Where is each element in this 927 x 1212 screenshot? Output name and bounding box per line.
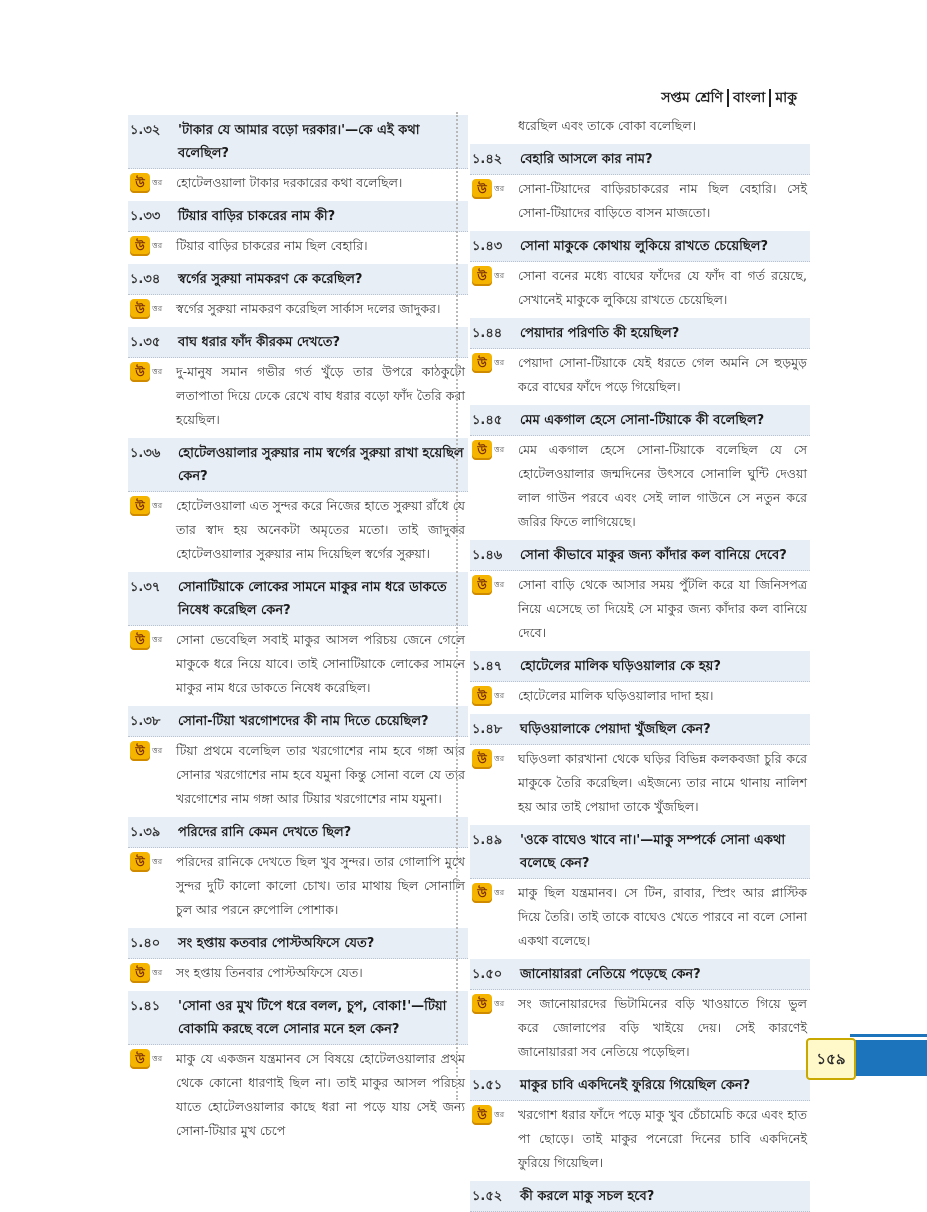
question-number: ১.৩৭ (130, 580, 161, 595)
answer-row (470, 571, 810, 648)
answer-badge-suffix: ত্তর (494, 358, 505, 367)
answer-badge-suffix: ত্তর (152, 304, 163, 313)
answer-row (128, 232, 468, 261)
answer-badge-icon (128, 297, 176, 319)
question-text: 'টাকার যে আমার বড়ো দরকার।'—কে এই কথা বলেছিল? (178, 123, 420, 161)
question-number: ১.৩২ (130, 123, 161, 138)
question-text: সং হপ্তায় কতবার পোস্টঅফিসে যেত? (178, 936, 375, 951)
answer-text: সোনা-টিয়াদের বাড়িরচাকরের নাম ছিল বেহারি। সেই সোনা-টিয়াদের বাড়িতে বাসন মাজতো। (518, 181, 807, 220)
question-number: ১.৫২ (472, 1189, 503, 1204)
header-grade: সপ্তম শ্রেণি (661, 90, 723, 106)
question-text: 'সোনা ওর মুখ টিপে ধরে বলল, চুপ, বোকা!'—টিয়া বোকামি করছে বলে সোনার মনে হল কেন? (178, 999, 447, 1037)
qa-item (470, 651, 810, 711)
answer-row (128, 358, 468, 435)
answer-row (128, 295, 468, 324)
answer-badge-suffix: ত্তর (494, 754, 505, 763)
answer-badge-letter: উ (472, 994, 492, 1014)
answer-badge-suffix: ত্তর (494, 445, 505, 454)
question-text: স্বর্গের সুরুয়া নামকরণ কে করেছিল? (178, 272, 363, 287)
answer-badge-suffix: ত্তর (494, 580, 505, 589)
answer-row (470, 175, 810, 228)
question-row (128, 706, 468, 737)
answer-row (470, 1101, 810, 1178)
question-text: টিয়ার বাড়ির চাকরের নাম কী? (178, 209, 336, 224)
answer-badge-suffix: ত্তর (494, 1110, 505, 1119)
answer-badge-letter: উ (472, 575, 492, 595)
page-number-bar (850, 1040, 927, 1076)
answer-text: সং জানোয়ারদের ভিটামিনের বড়ি খাওয়াতে গিয়ে ভুল করে জোলাপের বড়ি খাইয়ে দেয়। সেই কারণেই জানোয়াররা সব নেতিয়ে পড়েছিল। (518, 996, 807, 1059)
answer-badge-icon (128, 1047, 176, 1069)
answer-badge-spacer (470, 114, 518, 136)
question-number: ১.৪২ (472, 152, 503, 167)
answer-badge-suffix: ত্তর (152, 178, 163, 187)
qa-item (128, 201, 468, 261)
answer-badge-icon (470, 1103, 518, 1125)
answer-badge-suffix: ত্তর (152, 746, 163, 755)
question-number: ১.৪৫ (472, 413, 503, 428)
answer-badge-letter: উ (130, 630, 150, 650)
header-chapter: মাকু (775, 90, 797, 106)
qa-item (128, 264, 468, 324)
question-number: ১.৩৪ (130, 272, 161, 287)
qa-item (470, 318, 810, 402)
answer-text: সোনা ভেবেছিল সবাই মাকুর আসল পরিচয় জেনে গেলে মাকুকে ধরে নিয়ে যাবে। তাই সোনাটিয়াকে লোকের সামনে মাকুর নাম ধরে ডাকতে নিষেধ করেছিল। (176, 632, 465, 695)
question-row (470, 959, 810, 990)
answer-badge-icon (470, 881, 518, 903)
qa-item (128, 817, 468, 925)
question-text: মাকুর চাবি একদিনেই ফুরিয়ে গিয়েছিল কেন? (520, 1078, 751, 1093)
answer-text: মেম একগাল হেসে সোনা-টিয়াকে বলেছিল যে সে হোটেলওয়ালার জন্মদিনের উৎসবে সোনালি ঘুন্টি দেওয়া লাল গাউন পরবে এবং সেই লাল গাউনে সে নতুন করে জরির ফিতে লাগিয়েছে। (518, 442, 807, 529)
answer-badge-letter: উ (130, 963, 150, 983)
answer-badge-letter: উ (130, 741, 150, 761)
answer-badge-suffix: ত্তর (494, 184, 505, 193)
question-row (470, 651, 810, 682)
qa-item (470, 231, 810, 315)
question-text: ঘড়িওয়ালাকে পেয়াদা খুঁজছিল কেন? (520, 722, 711, 737)
question-number: ১.৪৪ (472, 326, 503, 341)
answer-text: দু-মানুষ সমান গভীর গর্ত খুঁড়ে তার উপরে কাঠকুটো লতাপাতা দিয়ে ঢেকে রেখে বাঘ ধরার বড়ো ফাঁদ তৈরি করা হয়েছিল। (176, 364, 465, 427)
answer-text: সোনা বাড়ি থেকে আসার সময় পুঁটলি করে যা জিনিসপত্র নিয়ে এসেছে তা দিয়েই সে মাকুর জন্য কাঁদার কল বানিয়ে দেবে। (518, 577, 807, 640)
answer-text: হোটেলওয়ালা এত সুন্দর করে নিজের হাতে সুরুয়া রাঁধে যে তার স্বাদ হয় অনেকটা অমৃতের মতো। তাই জাদুকর হোটেলওয়ালার সুরুয়ার নাম দিয়েছিল স্বর্গের সুরুয়া। (176, 498, 465, 561)
answer-badge-letter: উ (472, 883, 492, 903)
question-text: সোনা কীভাবে মাকুর জন্য কাঁদার কল বানিয়ে দেবে? (520, 548, 787, 563)
question-number: ১.৩৯ (130, 825, 161, 840)
question-number: ১.৩৮ (130, 714, 161, 729)
answer-badge-suffix: ত্তর (494, 691, 505, 700)
page-number: ১৫৯ (806, 1038, 856, 1080)
question-row (128, 115, 468, 169)
answer-continuation (470, 112, 810, 141)
answer-row (128, 959, 468, 988)
question-row (470, 1070, 810, 1101)
question-number: ১.৪৯ (472, 833, 503, 848)
question-text: জানোয়াররা নেতিয়ে পড়েছে কেন? (520, 967, 701, 982)
question-row (470, 825, 810, 879)
answer-badge-suffix: ত্তর (494, 999, 505, 1008)
question-number: ১.৪৬ (472, 548, 503, 563)
qa-item (470, 825, 810, 956)
answer-badge-suffix: ত্তর (152, 367, 163, 376)
question-row (128, 928, 468, 959)
header-subject: বাংলা (732, 90, 766, 106)
question-number: ১.৪৩ (472, 239, 503, 254)
qa-item (470, 405, 810, 537)
question-row (470, 1181, 810, 1212)
question-row (128, 991, 468, 1045)
answer-badge-icon (128, 494, 176, 516)
right-items (470, 144, 810, 1212)
answer-badge-icon (470, 351, 518, 373)
answer-text: ঘড়িওলা কারখানা থেকে ঘড়ির বিভিন্ন কলকবজা চুরি করে মাকুকে তৈরি করেছিল। এইজন্যে তার নামে থানায় নালিশ হয় আর তাই পেয়াদা তাকে খুঁজছিল। (518, 751, 807, 814)
answer-badge-icon (128, 628, 176, 650)
answer-badge-suffix: ত্তর (494, 271, 505, 280)
answer-text: পেয়াদা সোনা-টিয়াকে যেই ধরতে গেল অমনি সে হুড়মুড় করে বাঘের ফাঁদে পড়ে গিয়েছিল। (518, 355, 807, 394)
running-header (661, 86, 797, 110)
answer-badge-icon (470, 264, 518, 286)
answer-badge-letter: উ (130, 173, 150, 193)
answer-row (470, 349, 810, 402)
header-separator (727, 89, 729, 107)
answer-badge-suffix: ত্তর (152, 857, 163, 866)
question-text: সোনাটিয়াকে লোকের সামনে মাকুর নাম ধরে ডাকতে নিষেধ করেছিল কেন? (178, 580, 447, 618)
answer-row (470, 682, 810, 711)
answer-badge-icon (128, 850, 176, 872)
question-text: মেম একগাল হেসে সোনা-টিয়াকে কী বলেছিল? (520, 413, 765, 428)
answer-badge-icon (128, 961, 176, 983)
answer-row (470, 436, 810, 537)
answer-row (470, 262, 810, 315)
answer-badge-icon (128, 360, 176, 382)
answer-row (470, 745, 810, 822)
left-column (128, 112, 468, 1146)
question-text: কী করলে মাকু সচল হবে? (520, 1189, 655, 1204)
answer-text: সোনা বনের মধ্যে বাঘের ফাঁদের যে ফাঁদ বা গর্ত রয়েছে, সেখানেই মাকুকে লুকিয়ে রাখতে চেয়েছিল। (518, 268, 807, 307)
question-row (470, 144, 810, 175)
question-number: ১.৪৭ (472, 659, 503, 674)
question-number: ১.৫০ (472, 967, 503, 982)
question-text: সোনা মাকুকে কোথায় লুকিয়ে রাখতে চেয়েছিল? (520, 239, 768, 254)
question-row (128, 327, 468, 358)
question-text: বেহারি আসলে কার নাম? (520, 152, 653, 167)
answer-badge-icon (470, 992, 518, 1014)
answer-badge-icon (128, 234, 176, 256)
answer-badge-letter: উ (472, 353, 492, 373)
question-row (470, 318, 810, 349)
question-number: ১.৫১ (472, 1078, 503, 1093)
answer-text: খরগোশ ধরার ফাঁদে পড়ে মাকু খুব চেঁচামেচি করে এবং হাত পা ছোড়ে। তাই মাকুর পনেরো দিনের চাবি একদিনেই ফুরিয়ে গিয়েছিল। (518, 1107, 807, 1170)
header-separator (769, 89, 771, 107)
answer-badge-letter: উ (472, 749, 492, 769)
qa-item (128, 991, 468, 1146)
question-row (128, 201, 468, 232)
question-number: ১.৪৮ (472, 722, 503, 737)
answer-badge-letter: উ (130, 362, 150, 382)
answer-badge-icon (470, 177, 518, 199)
answer-badge-letter: উ (130, 496, 150, 516)
answer-badge-suffix: ত্তর (494, 888, 505, 897)
question-row (128, 438, 468, 492)
qa-item (470, 540, 810, 648)
answer-badge-suffix: ত্তর (152, 635, 163, 644)
column-divider (456, 112, 458, 1100)
question-text: 'ওকে বাঘেও খাবে না।'—মাকু সম্পর্কে সোনা একথা বলেছে কেন? (520, 833, 786, 871)
answer-badge-icon (470, 684, 518, 706)
answer-badge-letter: উ (472, 266, 492, 286)
question-number: ১.৩৬ (130, 446, 161, 461)
question-number: ১.৪১ (130, 999, 161, 1014)
question-row (470, 231, 810, 262)
answer-row (128, 626, 468, 703)
qa-item (128, 706, 468, 814)
right-column (470, 112, 810, 1212)
answer-text: সং হপ্তায় তিনবার পোস্টঅফিসে যেত। (176, 965, 363, 980)
qa-item (470, 714, 810, 822)
qa-item (128, 572, 468, 703)
answer-badge-letter: উ (472, 686, 492, 706)
qa-item (470, 1070, 810, 1178)
answer-text: টিয়া প্রথমে বলেছিল তার খরগোশের নাম হবে গঙ্গা আর সোনার খরগোশের নাম হবে যমুনা কিন্তু সোনা বলে যে তার খরগোশের নাম গঙ্গা আর টিয়ার খরগোশের নাম যমুনা। (176, 743, 465, 806)
answer-badge-suffix: ত্তর (152, 501, 163, 510)
answer-badge-letter: উ (472, 440, 492, 460)
question-text: পরিদের রানি কেমন দেখতে ছিল? (178, 825, 352, 840)
answer-text: মাকু ছিল যন্ত্রমানব। সে টিন, রাবার, স্প্রিং আর প্লাস্টিক দিয়ে তৈরি। তাই তাকে বাঘেও খেতে পারবে না বলে সোনা একথা বলেছে। (518, 885, 807, 948)
question-row (470, 405, 810, 436)
answer-row (128, 737, 468, 814)
answer-badge-icon (128, 171, 176, 193)
question-row (470, 714, 810, 745)
question-text: পেয়াদার পরিণতি কী হয়েছিল? (520, 326, 680, 341)
answer-text: হোটেলের মালিক ঘড়িওয়ালার দাদা হয়। (518, 688, 714, 703)
question-text: হোটেলওয়ালার সুরুয়ার নাম স্বর্গের সুরুয়া রাখা হয়েছিল কেন? (178, 446, 464, 484)
question-row (128, 817, 468, 848)
answer-badge-letter: উ (472, 179, 492, 199)
qa-item (128, 928, 468, 988)
answer-row (128, 1045, 468, 1146)
answer-text: টিয়ার বাড়ির চাকরের নাম ছিল বেহারি। (176, 238, 368, 253)
qa-item (470, 959, 810, 1067)
qa-item (128, 115, 468, 198)
answer-badge-icon (128, 739, 176, 761)
qa-item (470, 1181, 810, 1212)
answer-badge-suffix: ত্তর (152, 241, 163, 250)
answer-badge-icon (470, 438, 518, 460)
answer-row (470, 879, 810, 956)
answer-badge-icon (470, 573, 518, 595)
question-text: বাঘ ধরার ফাঁদ কীরকম দেখতে? (178, 335, 341, 350)
answer-badge-letter: উ (130, 236, 150, 256)
answer-badge-suffix: ত্তর (152, 968, 163, 977)
question-row (470, 540, 810, 571)
answer-badge-letter: উ (130, 299, 150, 319)
question-text: সোনা-টিয়া খরগোশদের কী নাম দিতে চেয়েছিল? (178, 714, 429, 729)
answer-badge-letter: উ (130, 852, 150, 872)
answer-row (128, 848, 468, 925)
answer-text: ধরেছিল এবং তাকে বোকা বলেছিল। (518, 118, 697, 133)
answer-badge-suffix: ত্তর (152, 1054, 163, 1063)
question-text: হোটেলের মালিক ঘড়িওয়ালার কে হয়? (520, 659, 721, 674)
qa-item (470, 144, 810, 228)
answer-text: হোটেলওয়ালা টাকার দরকারের কথা বলেছিল। (176, 175, 403, 190)
answer-text: স্বর্গের সুরুয়া নামকরণ করেছিল সার্কাস দলের জাদুকর। (176, 301, 441, 316)
question-number: ১.৩৫ (130, 335, 161, 350)
qa-item (128, 438, 468, 569)
question-row (128, 572, 468, 626)
answer-badge-icon (470, 747, 518, 769)
answer-row (128, 492, 468, 569)
question-number: ১.৩৩ (130, 209, 161, 224)
question-number: ১.৪০ (130, 936, 161, 951)
answer-text: পরিদের রানিকে দেখতে ছিল খুব সুন্দর। তার গোলাপি মুখে সুন্দর দুটি কালো কালো চোখ। তার মাথায় ছিল সোনালি চুল আর পরনে রুপোলি পোশাক। (176, 854, 465, 917)
question-row (128, 264, 468, 295)
qa-item (128, 327, 468, 435)
answer-badge-letter: উ (472, 1105, 492, 1125)
answer-row (128, 169, 468, 198)
answer-row (470, 990, 810, 1067)
answer-badge-letter: উ (130, 1049, 150, 1069)
answer-text: মাকু যে একজন যন্ত্রমানব সে বিষয়ে হোটেলওয়ালার প্রথম থেকে কোনো ধারণাই ছিল না। তাই মাকুর আসল পরিচয় যাতে হোটেলওয়ালার কাছে ধরা না পড়ে যায় সেই জন্য সোনা-টিয়ার মুখ চেপে (176, 1051, 465, 1138)
